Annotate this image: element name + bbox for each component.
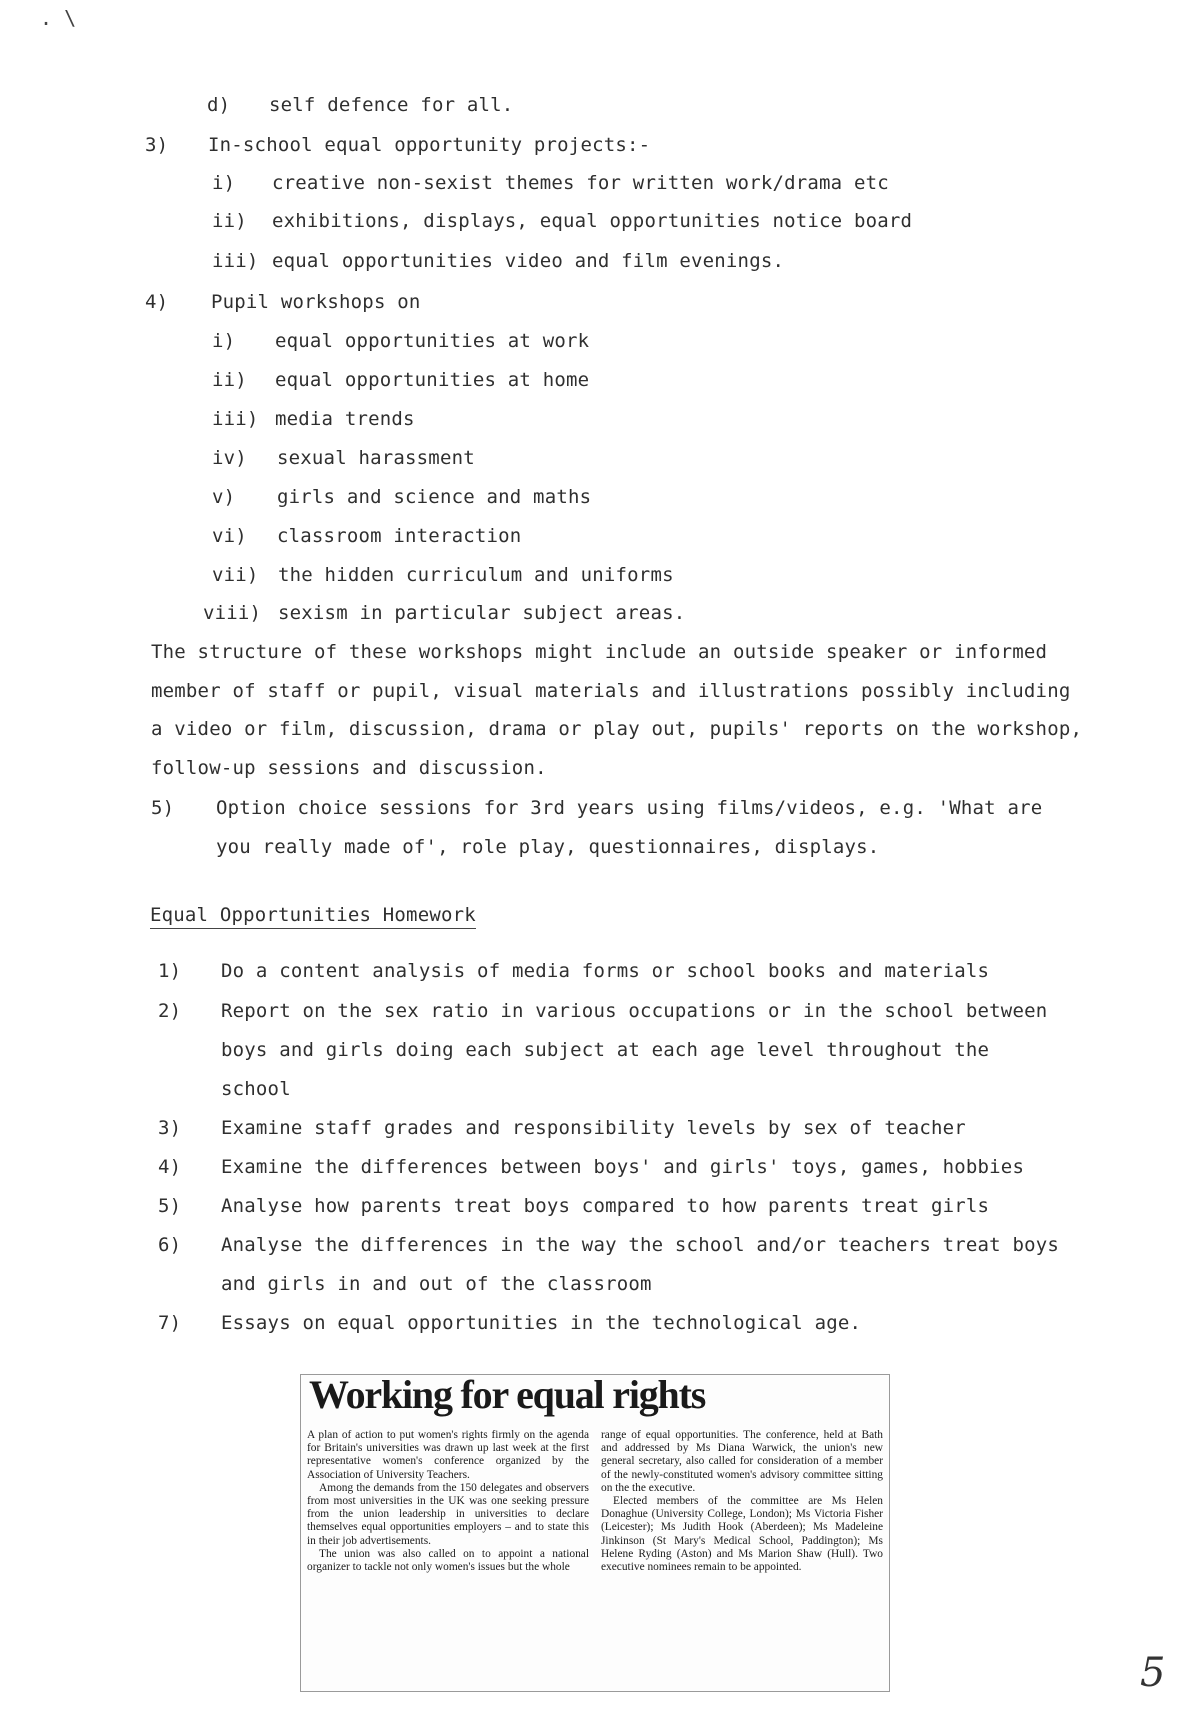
item-text: Pupil workshops on xyxy=(211,291,421,313)
item-text: Do a content analysis of media forms or school books and materials xyxy=(221,960,990,982)
item-number: v) xyxy=(212,486,236,508)
clipping-paragraph: The union was also called on to appoint a national organizer to tackle not only women's issues but the whole xyxy=(307,1547,589,1574)
list-item xyxy=(207,94,514,116)
item-text: Analyse the differences in the way the school and/or teachers treat boys xyxy=(221,1234,1060,1256)
list-item xyxy=(212,330,590,352)
list-item xyxy=(212,447,475,469)
item-number: 7) xyxy=(158,1312,182,1334)
item-text: exhibitions, displays, equal opportunities notice board xyxy=(272,210,913,232)
clipping-column-left xyxy=(307,1429,589,1574)
list-item xyxy=(212,564,674,586)
item-text: equal opportunities at work xyxy=(275,330,590,352)
item-text: school xyxy=(221,1078,291,1100)
item-number: ii) xyxy=(212,210,247,232)
clipping-title: Working for equal rights xyxy=(309,1372,706,1417)
item-text: equal opportunities video and film evenings. xyxy=(272,250,785,272)
clipping-column-right xyxy=(601,1429,883,1574)
item-number: 1) xyxy=(158,960,182,982)
item-text: Report on the sex ratio in various occupations or in the school between xyxy=(221,1000,1048,1022)
item-text: sexism in particular subject areas. xyxy=(278,602,686,624)
list-item xyxy=(212,369,590,391)
item-number: vii) xyxy=(212,564,259,586)
item-text: girls and science and maths xyxy=(277,486,592,508)
clipping-paragraph: Among the demands from the 150 delegates and observers from most universities in the UK was one seeking pressure from the union leadership in universities to declare themselves equal opportunities employers – and to state this in their job advertisements. xyxy=(307,1481,589,1547)
clipping-paragraph: A plan of action to put women's rights firmly on the agenda for Britain's universities was drawn up last week at the first representative women's conference organized by the Association of University Teachers. xyxy=(307,1429,589,1481)
item-number: 4) xyxy=(145,291,169,313)
list-item xyxy=(203,602,686,624)
list-item xyxy=(212,486,592,508)
item-text: sexual harassment xyxy=(277,447,475,469)
item-number: i) xyxy=(212,330,236,352)
item-number: 4) xyxy=(158,1156,182,1178)
item-number: 2) xyxy=(158,1000,182,1022)
list-item xyxy=(145,134,651,156)
item-text: media trends xyxy=(275,408,415,430)
item-text: self defence for all. xyxy=(269,94,514,116)
item-number: 6) xyxy=(158,1234,182,1256)
item-number: ii) xyxy=(212,369,247,391)
item-text: creative non-sexist themes for written work/drama etc xyxy=(272,172,889,194)
item-number: d) xyxy=(207,94,231,116)
list-item xyxy=(212,250,785,272)
item-text: boys and girls doing each subject at each age level throughout the xyxy=(221,1039,990,1061)
item-number: viii) xyxy=(203,602,262,624)
item-text: the hidden curriculum and uniforms xyxy=(278,564,674,586)
paragraph-line: follow-up sessions and discussion. xyxy=(151,757,547,779)
item-text: Examine staff grades and responsibility levels by sex of teacher xyxy=(221,1117,966,1139)
item-number: 5) xyxy=(151,797,175,819)
page-number: 5 xyxy=(1140,1650,1166,1696)
paragraph-line: The structure of these workshops might include an outside speaker or informed xyxy=(151,641,1048,663)
item-number: 3) xyxy=(158,1117,182,1139)
corner-mark: . \ xyxy=(40,6,77,30)
list-item xyxy=(212,210,913,232)
item-text: equal opportunities at home xyxy=(275,369,590,391)
item-number: 5) xyxy=(158,1195,182,1217)
item-text: and girls in and out of the classroom xyxy=(221,1273,652,1295)
newspaper-clipping xyxy=(300,1374,890,1692)
item-number: 3) xyxy=(145,134,169,156)
item-text: Examine the differences between boys' and girls' toys, games, hobbies xyxy=(221,1156,1025,1178)
item-text: Essays on equal opportunities in the technological age. xyxy=(221,1312,862,1334)
list-item xyxy=(212,172,889,194)
list-item xyxy=(145,291,421,313)
homework-heading: Equal Opportunities Homework xyxy=(150,904,476,929)
item-number: vi) xyxy=(212,525,247,547)
item-text: classroom interaction xyxy=(277,525,522,547)
item-number: iii) xyxy=(212,408,259,430)
item-text: you really made of', role play, questionnaires, displays. xyxy=(216,836,880,858)
item-number: iii) xyxy=(212,250,259,272)
list-item xyxy=(212,408,415,430)
item-text: Analyse how parents treat boys compared to how parents treat girls xyxy=(221,1195,990,1217)
clipping-paragraph: Elected members of the committee are Ms Helen Donaghue (University College, London); Ms Victoria Fisher (Leicester); Ms Judith Hook (Aberdeen); Ms Madeleine Jinkinson (St Mary's Medical School, Paddington); Ms Helene Ryding (Aston) and Ms Marion Shaw (Hull). Two executive nominees remain to be appointed. xyxy=(601,1495,883,1574)
paragraph-line: member of staff or pupil, visual materials and illustrations possibly including xyxy=(151,680,1071,702)
list-item xyxy=(212,525,522,547)
item-number: i) xyxy=(212,172,236,194)
item-text: Option choice sessions for 3rd years using films/videos, e.g. 'What are xyxy=(216,797,1043,819)
item-text: In-school equal opportunity projects:- xyxy=(208,134,651,156)
clipping-paragraph: range of equal opportunities. The conference, held at Bath and addressed by Ms Diana Warwick, the union's new general secretary, also called for consideration of a member of the newly-constituted women's advisory committee sitting on the the executive. xyxy=(601,1429,883,1494)
paragraph-line: a video or film, discussion, drama or play out, pupils' reports on the workshop, xyxy=(151,718,1083,740)
item-number: iv) xyxy=(212,447,247,469)
